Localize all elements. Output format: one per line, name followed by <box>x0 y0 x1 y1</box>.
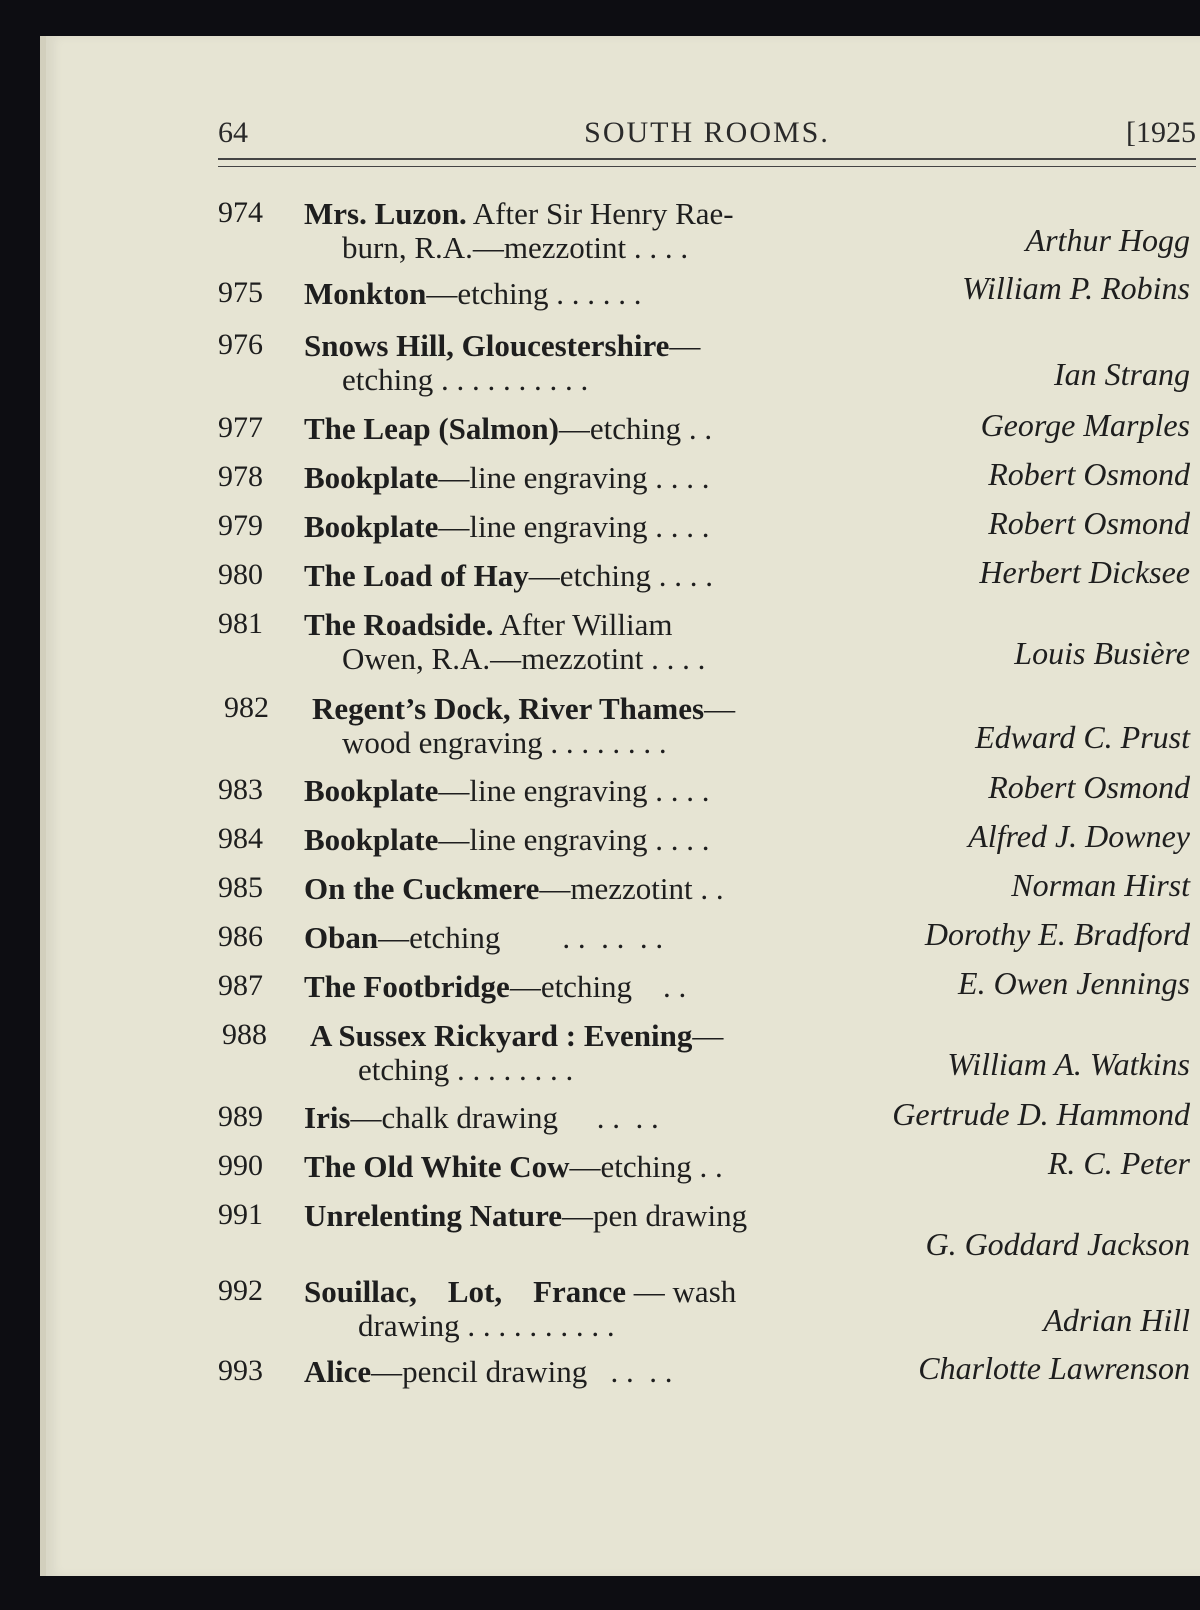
entry-title: Bookplate <box>304 509 439 544</box>
entry-medium: After William <box>493 607 673 642</box>
entry-number: 992 <box>218 1274 263 1307</box>
entry-number: 974 <box>218 196 263 229</box>
entry-medium: — wash <box>626 1274 737 1309</box>
entry-medium: —etching . . . . . . <box>426 276 642 311</box>
entry-number: 983 <box>218 773 263 806</box>
list-item <box>218 916 1196 969</box>
entry-medium: —etching . . <box>509 969 687 1004</box>
list-item <box>218 407 1196 460</box>
entry-medium: —pencil drawing . . . . <box>371 1354 673 1389</box>
entry-artist: G. Goddard Jackson <box>925 1226 1190 1262</box>
entry-artist: William P. Robins <box>962 270 1190 306</box>
entry-artist: Alfred J. Downey <box>968 818 1190 854</box>
entry-title: The Load of Hay <box>304 558 529 593</box>
entry-title: Monkton <box>304 276 427 311</box>
entry-medium: —etching . . . . . . <box>378 920 664 955</box>
entry-number: 980 <box>218 558 263 591</box>
entry-number: 977 <box>218 411 263 444</box>
list-item <box>218 1350 1196 1403</box>
list-item <box>218 1096 1196 1149</box>
list-item <box>218 1145 1196 1198</box>
entry-title: Bookplate <box>304 822 439 857</box>
entry-number: 984 <box>218 822 263 855</box>
entry-medium: —line engraving . . . . <box>438 773 710 808</box>
entry-number: 989 <box>218 1100 263 1133</box>
page-number: 64 <box>218 116 248 149</box>
entry-title: Unrelenting Nature <box>304 1198 563 1233</box>
entry-medium: —mezzotint . . <box>539 871 724 906</box>
entry-title: The Roadside. <box>304 607 494 642</box>
entry-artist: Gertrude D. Hammond <box>892 1096 1190 1132</box>
page-header <box>218 108 1196 158</box>
entry-number: 987 <box>218 969 263 1002</box>
entry-medium: —chalk drawing . . . . <box>350 1100 659 1135</box>
page-title: SOUTH ROOMS. <box>584 116 830 149</box>
entry-continuation: Owen, R.A.—mezzotint . . . . <box>342 641 706 676</box>
entry-artist: E. Owen Jennings <box>958 965 1190 1001</box>
entry-number: 979 <box>218 509 263 542</box>
list-item <box>218 505 1196 558</box>
entry-number: 982 <box>224 691 269 724</box>
entry-artist: Norman Hirst <box>1011 867 1190 903</box>
list-item <box>218 456 1196 509</box>
entry-artist: Dorothy E. Bradford <box>924 916 1190 952</box>
entry-medium: —line engraving . . . . <box>438 822 710 857</box>
entry-medium: — <box>669 328 701 363</box>
entry-number: 976 <box>218 328 263 361</box>
entry-number: 988 <box>222 1018 267 1051</box>
entry-artist: Louis Busière <box>1014 635 1190 671</box>
entry-medium: —pen drawing <box>562 1198 748 1233</box>
entry-artist: Herbert Dicksee <box>979 554 1190 590</box>
entry-artist: Robert Osmond <box>988 505 1190 541</box>
entry-medium: —line engraving . . . . <box>438 509 710 544</box>
entry-title: The Leap (Salmon) <box>304 411 559 446</box>
list-item <box>218 867 1196 920</box>
entry-artist: Edward C. Prust <box>975 719 1190 755</box>
list-item <box>218 1198 1196 1274</box>
entry-medium: —etching . . <box>558 411 713 446</box>
entry-medium: — <box>704 691 736 726</box>
entry-artist: Ian Strang <box>1054 356 1190 392</box>
entry-artist: Charlotte Lawrenson <box>918 1350 1190 1386</box>
header-rule <box>218 158 1196 167</box>
entry-number: 978 <box>218 460 263 493</box>
list-item <box>218 328 1196 411</box>
list-item <box>218 270 1196 328</box>
entry-number: 993 <box>218 1354 263 1387</box>
entry-continuation: wood engraving . . . . . . . . <box>342 725 667 760</box>
entry-title: On the Cuckmere <box>304 871 540 906</box>
entry-list <box>218 196 1196 1403</box>
list-item <box>218 196 1196 276</box>
entry-artist: George Marples <box>980 407 1190 443</box>
entry-title: The Old White Cow <box>304 1149 570 1184</box>
list-item <box>218 1274 1196 1354</box>
list-item <box>218 818 1196 871</box>
entry-medium: — <box>692 1018 724 1053</box>
list-item <box>218 965 1196 1018</box>
list-item <box>218 691 1196 773</box>
entry-number: 986 <box>218 920 263 953</box>
entry-medium: —line engraving . . . . <box>438 460 710 495</box>
entry-continuation: etching . . . . . . . . <box>358 1052 574 1087</box>
entry-title: Mrs. Luzon. <box>304 196 467 231</box>
entry-medium: —etching . . . . <box>528 558 714 593</box>
entry-title: Oban <box>304 920 379 955</box>
list-item <box>218 769 1196 822</box>
entry-medium: —etching . . <box>569 1149 723 1184</box>
entry-medium: After Sir Henry Rae- <box>466 196 734 231</box>
entry-title: Iris <box>304 1100 351 1135</box>
entry-title: The Footbridge <box>304 969 510 1004</box>
entry-title: Bookplate <box>304 773 439 808</box>
entry-artist: William A. Watkins <box>947 1046 1190 1082</box>
entry-title: A Sussex Rickyard : Evening <box>310 1018 693 1053</box>
entry-continuation: drawing . . . . . . . . . . <box>358 1308 615 1343</box>
list-item <box>218 607 1196 691</box>
catalogue-page <box>40 36 1200 1576</box>
entry-artist: Adrian Hill <box>1043 1302 1190 1338</box>
entry-artist: Arthur Hogg <box>1025 222 1190 258</box>
entry-number: 975 <box>218 276 263 309</box>
entry-title: Souillac, Lot, France <box>304 1274 627 1309</box>
page-year: [1925 <box>1126 116 1196 149</box>
entry-title: Snows Hill, Gloucestershire <box>304 328 670 363</box>
entry-continuation: etching . . . . . . . . . . <box>342 362 589 397</box>
entry-number: 985 <box>218 871 263 904</box>
entry-artist: Robert Osmond <box>988 769 1190 805</box>
entry-continuation: burn, R.A.—mezzotint . . . . <box>342 230 689 265</box>
entry-title: Bookplate <box>304 460 439 495</box>
entry-number: 981 <box>218 607 263 640</box>
list-item <box>218 554 1196 607</box>
entry-artist: R. C. Peter <box>1047 1145 1190 1181</box>
list-item <box>218 1018 1196 1100</box>
entry-artist: Robert Osmond <box>988 456 1190 492</box>
entry-title: Regent’s Dock, River Thames <box>312 691 705 726</box>
entry-number: 990 <box>218 1149 263 1182</box>
entry-title: Alice <box>304 1354 372 1389</box>
entry-number: 991 <box>218 1198 263 1231</box>
